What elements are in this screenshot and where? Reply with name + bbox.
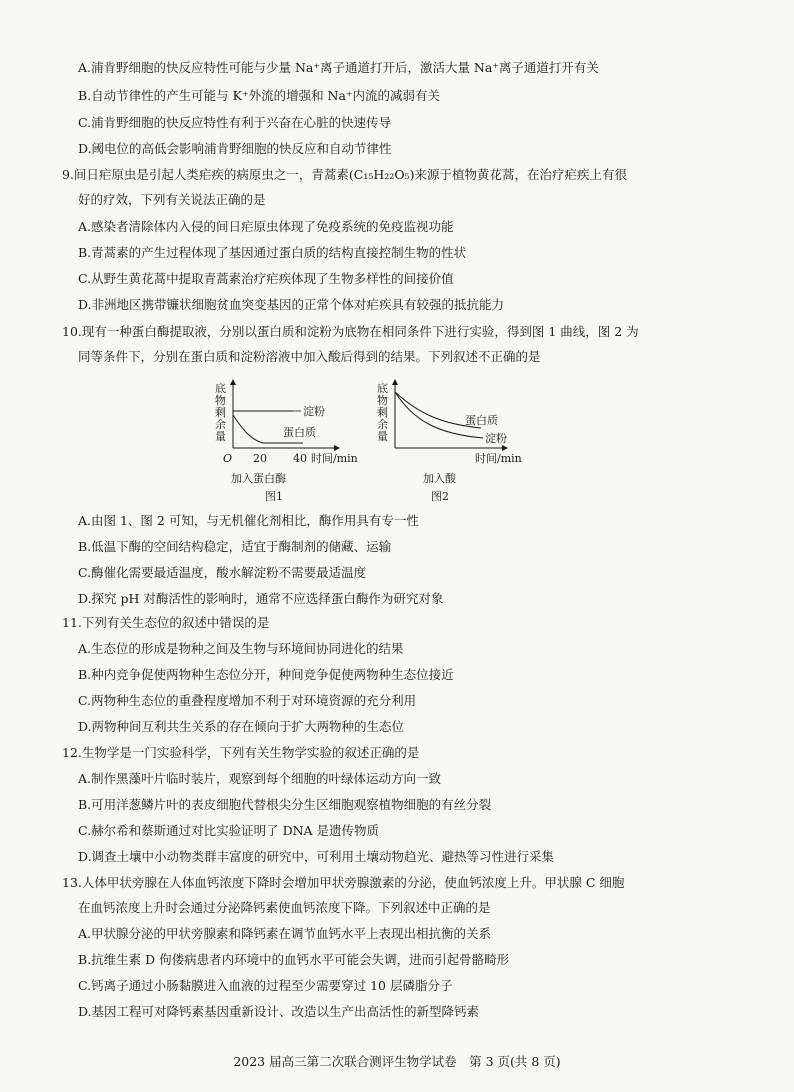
q10-option-b: B.低温下酶的空间结构稳定，适宜于酶制剂的储藏、运输 [78,539,392,554]
q11-option-a: A.生态位的形成是物种之间及生物与环境间协同进化的结果 [78,641,404,656]
q13-option-d: D.基因工程可对降钙素基因重新设计、改造以生产出高活性的新型降钙素 [78,1004,480,1019]
q9-stem-line1: 9.间日疟原虫是引起人类疟疾的病原虫之一，青蒿素(C₁₅H₂₂O₅)来源于植物黄花蒿，在治疗疟疾上有很 [62,167,627,182]
fig1-series1-label: 淀粉 [303,405,325,418]
fig1-origin: O [223,452,233,465]
q12-option-c: C.赫尔希和蔡斯通过对比实验证明了 DNA 是遗传物质 [78,823,380,838]
q10-stem-line2: 同等条件下，分别在蛋白质和淀粉溶液中加入酸后得到的结果。下列叙述不正确的是 [78,349,541,364]
fig2-ylabel: 底物剩余量 [377,382,388,443]
q8-option-c: C.浦肯野细胞的快反应特性有利于兴奋在心脏的快速传导 [78,115,392,130]
fig2-treatment: 加入酸 [423,472,456,485]
q10-figures-svg [205,378,535,508]
q8-option-d: D.阈电位的高低会影响浦肯野细胞的快反应和自动节律性 [78,141,392,156]
q11-option-c: C.两物种生态位的重叠程度增加不利于对环境资源的充分利用 [78,693,417,708]
q8-option-a: A.浦肯野细胞的快反应特性可能与少量 Na⁺离子通道打开后，激活大量 Na⁺离子通道打开有关 [78,60,599,75]
q13-option-b: B.抗维生素 D 佝偻病患者内环境中的血钙水平可能会失调，进而引起骨骼畸形 [78,952,510,967]
q10-option-c: C.酶催化需要最适温度，酸水解淀粉不需要最适温度 [78,565,367,580]
fig1-treatment: 加入蛋白酶 [231,472,286,485]
fig1-ylabel: 底物剩余量 [215,382,226,443]
fig1-tick-40: 40 [293,452,307,465]
q9-option-d: D.非洲地区携带镰状细胞贫血突变基因的正常个体对疟疾具有较强的抵抗能力 [78,297,505,312]
q9-stem-line2: 好的疗效，下列有关说法正确的是 [78,192,266,207]
fig1-series2-label: 蛋白质 [283,426,316,439]
fig1-y-arrow [230,379,236,385]
q9-option-a: A.感染者清除体内入侵的间日疟原虫体现了免疫系统的免疫监视功能 [78,219,454,234]
q8-option-b: B.自动节律性的产生可能与 K⁺外流的增强和 Na⁺内流的减弱有关 [78,88,441,103]
q11-stem: 11.下列有关生态位的叙述中错误的是 [62,615,270,630]
q13-option-a: A.甲状腺分泌的甲状旁腺素和降钙素在调节血钙水平上表现出相抗衡的关系 [78,926,492,941]
q13-option-c: C.钙离子通过小肠黏膜进入血液的过程至少需要穿过 10 层磷脂分子 [78,978,453,993]
q12-option-a: A.制作黑藻叶片临时装片，观察到每个细胞的叶绿体运动方向一致 [78,771,442,786]
q12-stem: 12.生物学是一门实验科学，下列有关生物学实验的叙述正确的是 [62,745,420,760]
q13-stem-line1: 13.人体甲状旁腺在人体血钙浓度下降时会增加甲状旁腺激素的分泌，使血钙浓度上升。甲状腺 C 细胞 [62,875,625,890]
fig2-series2-label: 淀粉 [485,432,507,445]
fig1-tick-20: 20 [253,452,267,465]
q10-option-d: D.探究 pH 对酶活性的影响时，通常不应选择蛋白酶作为研究对象 [78,591,444,606]
q9-option-c: C.从野生黄花蒿中提取青蒿素治疗疟疾体现了生物多样性的间接价值 [78,271,454,286]
q11-option-d: D.两物种间互利共生关系的存在倾向于扩大两物种的生态位 [78,719,405,734]
page-footer: 2023 届高三第二次联合测评生物学试卷 第 3 页(共 8 页) [233,1054,561,1069]
fig1-xlabel: 时间/min [311,452,358,465]
q12-option-d: D.调查土壤中小动物类群丰富度的研究中，可利用土壤动物趋光、避热等习性进行采集 [78,849,555,864]
fig2-caption: 图2 [431,490,449,503]
fig2-xlabel: 时间/min [475,452,522,465]
fig1-x-arrow [334,445,340,451]
q11-option-b: B.种内竞争促使两物种生态位分开，种间竞争促使两物种生态位接近 [78,667,454,682]
q10-stem-line1: 10.现有一种蛋白酶提取液，分别以蛋白质和淀粉为底物在相同条件下进行实验，得到图 1 曲线，图 2 为 [62,324,639,339]
q12-option-b: B.可用洋葱鳞片叶的表皮细胞代替根尖分生区细胞观察植物细胞的有丝分裂 [78,797,492,812]
fig2-x-arrow [502,445,508,451]
fig1-caption: 图1 [265,490,283,503]
fig2-series1-label: 蛋白质 [465,414,498,427]
figure-1 [215,379,358,503]
q13-stem-line2: 在血钙浓度上升时会通过分泌降钙素使血钙浓度下降。下列叙述中正确的是 [78,900,491,915]
q10-option-a: A.由图 1、图 2 可知，与无机催化剂相比，酶作用具有专一性 [78,513,419,528]
q9-option-b: B.青蒿素的产生过程体现了基因通过蛋白质的结构直接控制生物的性状 [78,245,467,260]
fig2-y-arrow [392,379,398,385]
figure-2 [377,379,522,503]
q10-figures [205,378,535,508]
